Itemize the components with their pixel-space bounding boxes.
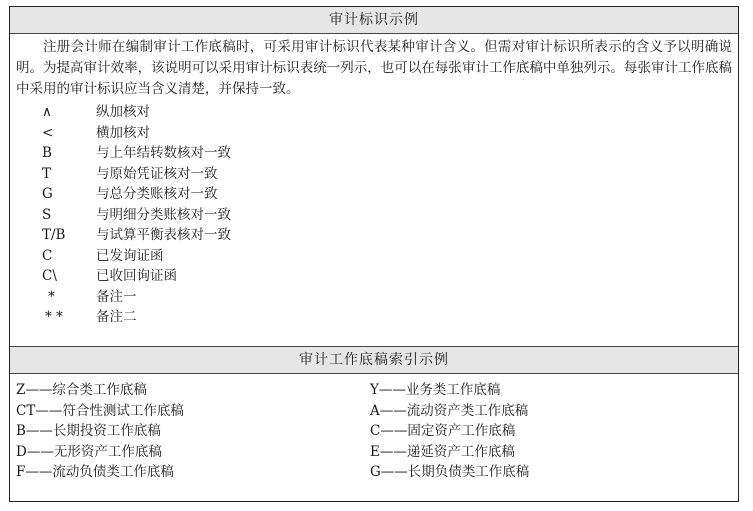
mark-meaning: 与原始凭证核对一致 [96,165,218,182]
mark-meaning: 纵加核对 [96,104,150,120]
mark-symbol: < [42,124,54,141]
mark-meaning: 横加核对 [96,124,150,141]
index-item: C——固定资产工作底稿 [370,423,516,439]
section-title-index: 审计工作底稿索引示例 [10,346,738,374]
index-item: G——长期负债类工作底稿 [370,464,530,480]
index-item: CT——符合性测试工作底稿 [16,402,184,419]
index-item: F——流动负债类工作底稿 [16,464,174,480]
intro-paragraph [16,37,732,100]
mark-meaning: 与试算平衡表核对一致 [96,227,231,243]
audit-table [9,6,739,502]
section-title-audit-marks: 审计标识示例 [10,7,738,34]
mark-symbol: C [42,247,53,264]
mark-meaning: 已收回询证函 [96,268,177,284]
mark-symbol: G [42,186,53,202]
mark-symbol: * * [45,309,63,325]
mark-symbol: B [42,145,52,161]
mark-symbol: * [48,288,55,305]
mark-symbol: T [42,165,52,182]
mark-symbol: S [42,206,52,223]
index-item: Z——综合类工作底稿 [16,382,147,398]
index-item: A——流动资产类工作底稿 [370,402,529,419]
index-item: B——长期投资工作底稿 [16,423,161,439]
index-item: Y——业务类工作底稿 [370,382,501,398]
mark-meaning: 备注一 [96,288,137,305]
mark-meaning: 与上年结转数核对一致 [96,145,231,161]
mark-meaning: 与总分类账核对一致 [96,186,218,202]
mark-symbol: ∧ [42,104,52,120]
intro-text: 注册会计师在编制审计工作底稿时，可采用审计标识代表某种审计含义。但需对审计标识所表示的含义予以明确说明。为提高审计效率，该说明可以采用审计标识表统一列示，也可以在每张审计工作底稿中单独列示。每张审计工作底稿中采用的审计标识应当含义清楚，并保持一致。 [16,39,732,97]
index-item: D——无形资产工作底稿 [16,443,162,460]
mark-symbol: C\ [42,268,57,284]
mark-meaning: 与明细分类账核对一致 [96,206,231,223]
index-item: E——递延资产工作底稿 [370,443,515,460]
mark-meaning: 已发询证函 [96,247,164,264]
mark-symbol: T/B [42,227,66,243]
mark-meaning: 备注二 [96,309,137,325]
